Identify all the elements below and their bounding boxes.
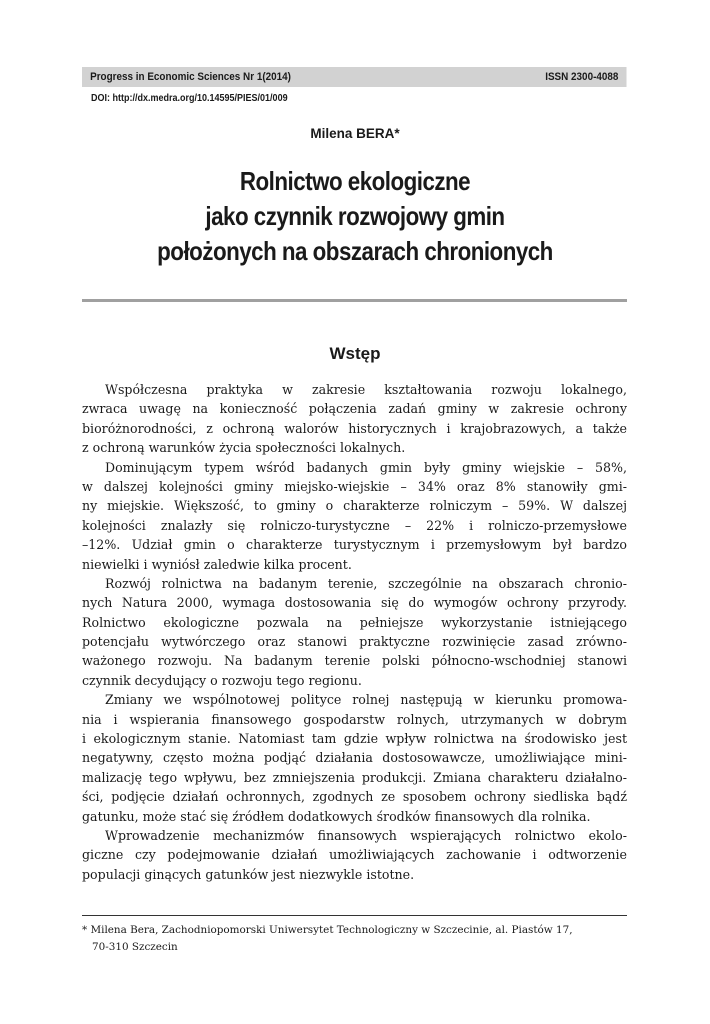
body-line: nych Natura 2000, wymaga dostosowania się do wymogów ochrony przyrody. (82, 595, 627, 611)
body-line: ważonego rozwoju. Na badanym terenie polski północno-wschodniej stanowi (82, 653, 627, 669)
section-heading: Wstęp (329, 344, 381, 363)
footnote (82, 922, 627, 956)
running-header (82, 67, 627, 87)
body-line: negatywny, często można podjąć działania dostosowawcze, umożliwiające mini- (82, 750, 627, 766)
author-name: Milena BERA* (310, 126, 400, 141)
body-text (82, 380, 627, 884)
footnote-divider (82, 915, 627, 916)
body-line: Wprowadzenie mechanizmów finansowych wspierających rolnictwo ekolo- (105, 827, 627, 843)
body-line: malizację tego wpływu, bez zmniejszenia produkcji. Zmiana charakteru działalno- (82, 769, 627, 785)
body-line: w dalszej kolejności gminy miejsko-wiejskie – 34% oraz 8% stanowiły gmi- (82, 478, 627, 494)
body-line: niewielki i wyniósł zaledwie kilka procent. (82, 556, 352, 572)
body-line: Rozwój rolnictwa na badanym terenie, szczególnie na obszarach chronio- (105, 575, 627, 591)
article-title (0, 164, 710, 269)
body-line: populacji ginących gatunków jest niezwykle istotne. (82, 866, 415, 882)
body-line: i ekologicznym stanie. Natomiast tam gdzie wpływ rolnictwa na środowisko jest (82, 731, 627, 747)
body-line: giczne czy podejmowanie działań umożliwiających zachowanie i odtworzenie (82, 847, 627, 863)
body-line: z ochroną warunków życia społeczności lokalnych. (82, 440, 406, 456)
body-line: czynnik decydujący o rozwoju tego regionu. (82, 672, 362, 688)
body-line: zwraca uwagę na konieczność połączenia zadań gminy w zakresie ochrony (82, 401, 627, 417)
body-line: potencjału wytwórczego oraz stanowi praktyczne rozwinięcie zasad zrówno- (82, 634, 627, 650)
body-line: kolejności znalazły się rolniczo-turystyczne – 22% i rolniczo-przemysłowe (82, 517, 627, 533)
body-line: bioróżnorodności, z ochroną walorów historycznych i krajobrazowych, a także (82, 420, 627, 436)
title-line: położonych na obszarach chronionych (157, 236, 553, 266)
footnote-line: * Milena Bera, Zachodniopomorski Uniwersytet Technologiczny w Szczecinie, al. Piastów 17, (82, 924, 573, 936)
body-line: gatunku, może stać się źródłem dodatkowych środków finansowych dla rolnika. (82, 808, 591, 824)
body-line: –12%. Udział gmin o charakterze turystycznym i przemysłowym był bardzo (82, 537, 627, 553)
body-line: ny miejskie. Większość, to gminy o charakterze rolniczym – 59%. W dalszej (82, 498, 627, 514)
body-line: Dominującym typem wśród badanych gmin były gminy wiejskie – 58%, (105, 459, 627, 475)
body-line: Współczesna praktyka w zakresie kształtowania rozwoju lokalnego, (105, 382, 627, 397)
footnote-line: 70-310 Szczecin (92, 941, 178, 953)
title-line: jako czynnik rozwojowy gmin (205, 201, 505, 231)
body-line: ści, podjęcie działań ochronnych, zgodnych ze sposobem ochrony siedliska bądź (82, 789, 627, 805)
doi-line[interactable]: DOI: http://dx.medra.org/10.14595/PIES/01/009 (91, 93, 288, 104)
issn: ISSN 2300-4088 (545, 71, 619, 83)
title-line: Rolnictwo ekologiczne (239, 166, 471, 196)
body-line: nia i wspierania finansowego gospodarstw rolnych, utrzymanych w dobrym (82, 711, 627, 727)
body-line: Zmiany we wspólnotowej polityce rolnej następują w kierunku promowa- (105, 692, 627, 708)
title-divider (82, 299, 627, 302)
body-line: Rolnictwo ekologiczne pozwala na pełniejsze wykorzystanie istniejącego (82, 614, 627, 630)
journal-name: Progress in Economic Sciences Nr 1(2014) (90, 71, 291, 83)
